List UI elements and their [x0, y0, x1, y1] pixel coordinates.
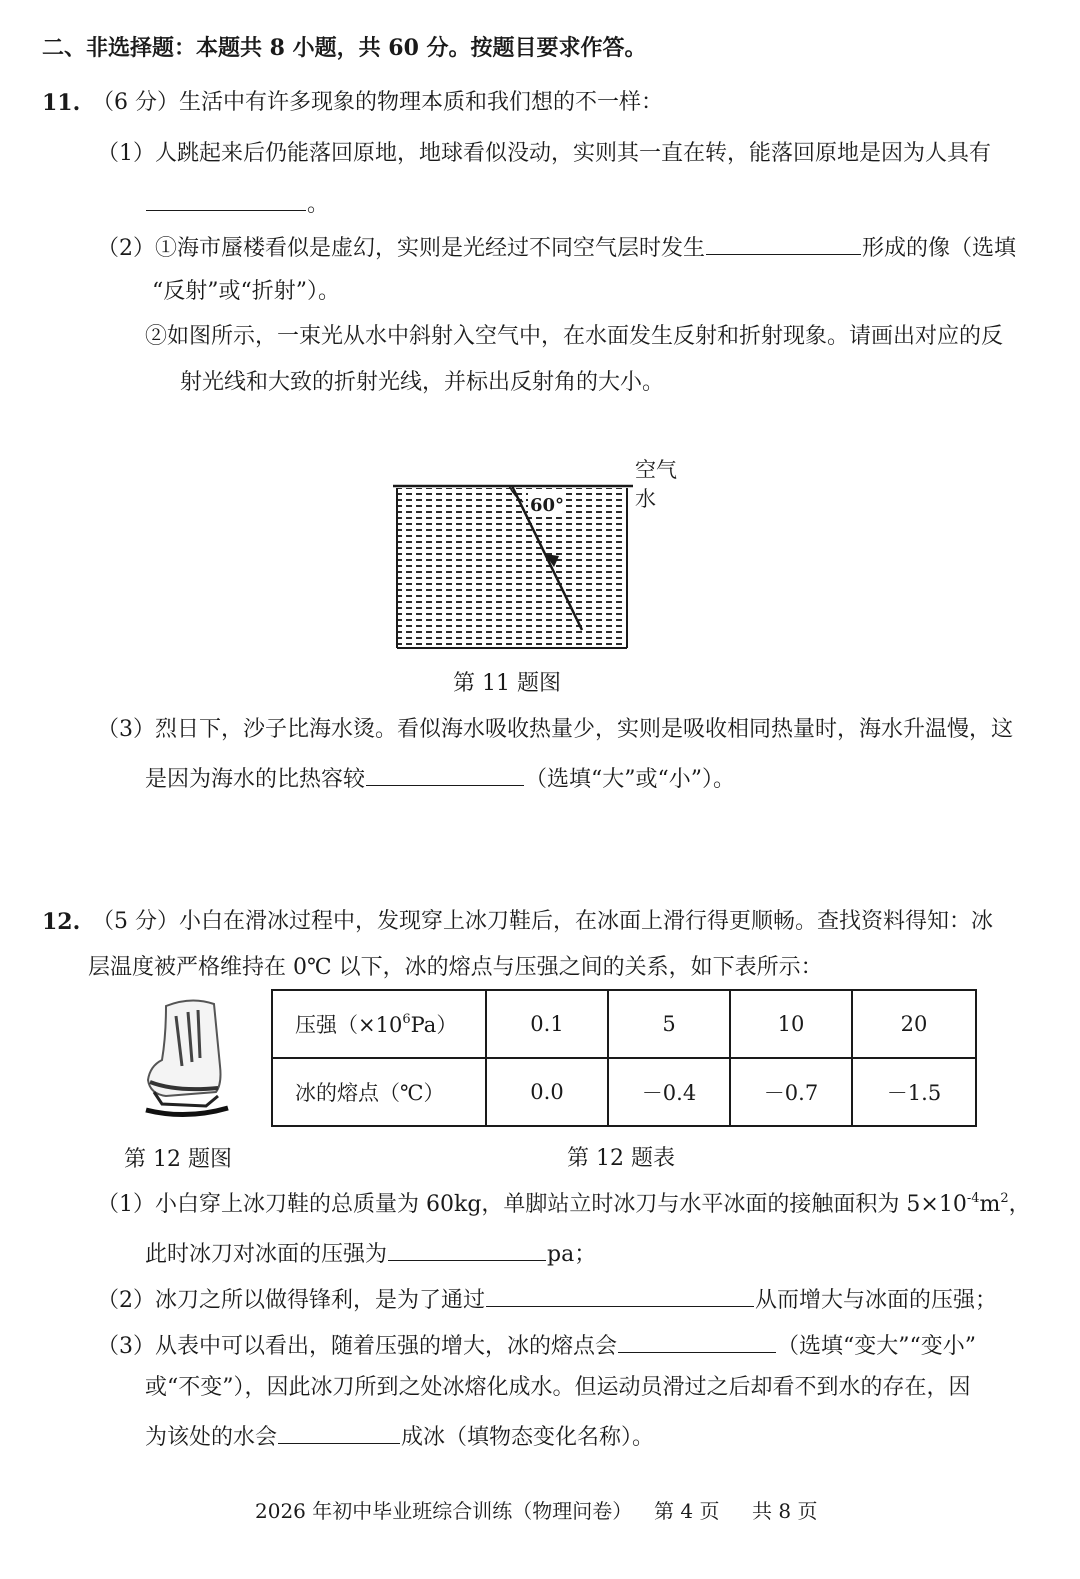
table-row: [272, 1058, 976, 1126]
q11-figure-caption: 第 11 题图: [453, 671, 561, 696]
label-water: 水: [635, 487, 656, 511]
q12-intro-line2: 层温度被严格维持在 0℃ 以下，冰的熔点与压强之间的关系，如下表所示：: [88, 955, 823, 980]
q12-part1-line1: （1）小白穿上冰刀鞋的总质量为 60kg，单脚站立时冰刀与水平冰面的接触面积为 $5\times 10^{-4}m^2$，: [97, 1191, 1031, 1217]
table-cell: 0.1: [486, 990, 608, 1058]
table-header-pressure: 压强$(\times 10^6Pa)$: [272, 990, 486, 1058]
table-cell: 0.0: [486, 1058, 608, 1126]
footer-exam-title: 2026 年初中毕业班综合训练（物理问卷）: [255, 1499, 633, 1523]
q12-number: 12.: [42, 909, 81, 935]
answer-blank[interactable]: [388, 1240, 546, 1261]
q11-part1-line1: （1）人跳起来后仍能落回原地，地球看似没动，实则其一直在转，能落回原地是因为人具有: [97, 141, 992, 166]
q11-number: 11.: [42, 90, 81, 116]
table-cell: 5: [608, 990, 730, 1058]
q11-part1-line2: 。: [145, 190, 329, 216]
answer-blank[interactable]: [486, 1286, 754, 1307]
q12-intro-line1: （5 分）小白在滑冰过程中，发现穿上冰刀鞋后，在冰面上滑行得更顺畅。查找资料得知：冰: [92, 909, 993, 934]
table-cell: 10: [730, 990, 852, 1058]
q12-part3-line3: 为该处的水会 成冰（填物态变化名称）。: [145, 1425, 655, 1450]
footer-page-total: 共 8 页: [752, 1499, 818, 1523]
answer-blank[interactable]: [366, 765, 524, 786]
q11-part3-line2: 是因为海水的比热容较 （选填“大”或“小”）。: [145, 767, 736, 792]
q12-table: [271, 989, 977, 1127]
q12-part3-line2: 或“不变”），因此冰刀所到之处冰熔化成水。但运动员滑过之后却看不到水的存在，因: [145, 1375, 971, 1400]
q11-part2-sub-line2: 射光线和大致的折射光线，并标出反射角的大小。: [180, 370, 665, 395]
answer-blank[interactable]: [706, 234, 861, 255]
table-cell: －1.5: [852, 1058, 976, 1126]
label-air: 空气: [635, 458, 677, 482]
q11-part2-line2: “反射”或“折射”）。: [152, 279, 340, 304]
q12-part3-line1: （3）从表中可以看出，随着压强的增大，冰的熔点会 （选填“变大”“变小”: [97, 1334, 976, 1359]
answer-blank[interactable]: [618, 1332, 776, 1353]
q12-table-caption: 第 12 题表: [567, 1146, 675, 1171]
angle-label: 60°: [530, 495, 565, 516]
answer-blank[interactable]: [278, 1423, 400, 1444]
table-header-melting: 冰的熔点（℃）: [272, 1058, 486, 1126]
table-cell: 20: [852, 990, 976, 1058]
table-cell: －0.4: [608, 1058, 730, 1126]
q11-figure: [385, 455, 695, 660]
water-region: [397, 488, 627, 648]
q12-part2: （2）冰刀之所以做得锋利，是为了通过 从而增大与冰面的压强；: [97, 1288, 998, 1313]
q11-part2-line1: （2）①海市蜃楼看似是虚幻，实则是光经过不同空气层时发生 形成的像（选填: [97, 236, 1017, 261]
q11-intro: （6 分）生活中有许多现象的物理本质和我们想的不一样：: [92, 90, 663, 115]
q12-figure-caption: 第 12 题图: [124, 1147, 232, 1172]
table-cell: －0.7: [730, 1058, 852, 1126]
table-row: [272, 990, 976, 1058]
q11-part2-sub-line1: ②如图所示，一束光从水中斜射入空气中，在水面发生反射和折射现象。请画出对应的反: [145, 324, 1004, 349]
footer-page-current: 第 4 页: [654, 1499, 720, 1523]
answer-blank[interactable]: [146, 190, 306, 211]
q12-part1-line2: 此时冰刀对冰面的压强为 pa；: [145, 1242, 597, 1267]
ice-skate-icon: [136, 996, 236, 1126]
section-heading: 二、非选择题：本题共 8 小题，共 60 分。按题目要求作答。: [42, 35, 647, 61]
q11-part3-line1: （3）烈日下，沙子比海水烫。看似海水吸收热量少，实则是吸收相同热量时，海水升温慢，这: [97, 717, 1014, 742]
